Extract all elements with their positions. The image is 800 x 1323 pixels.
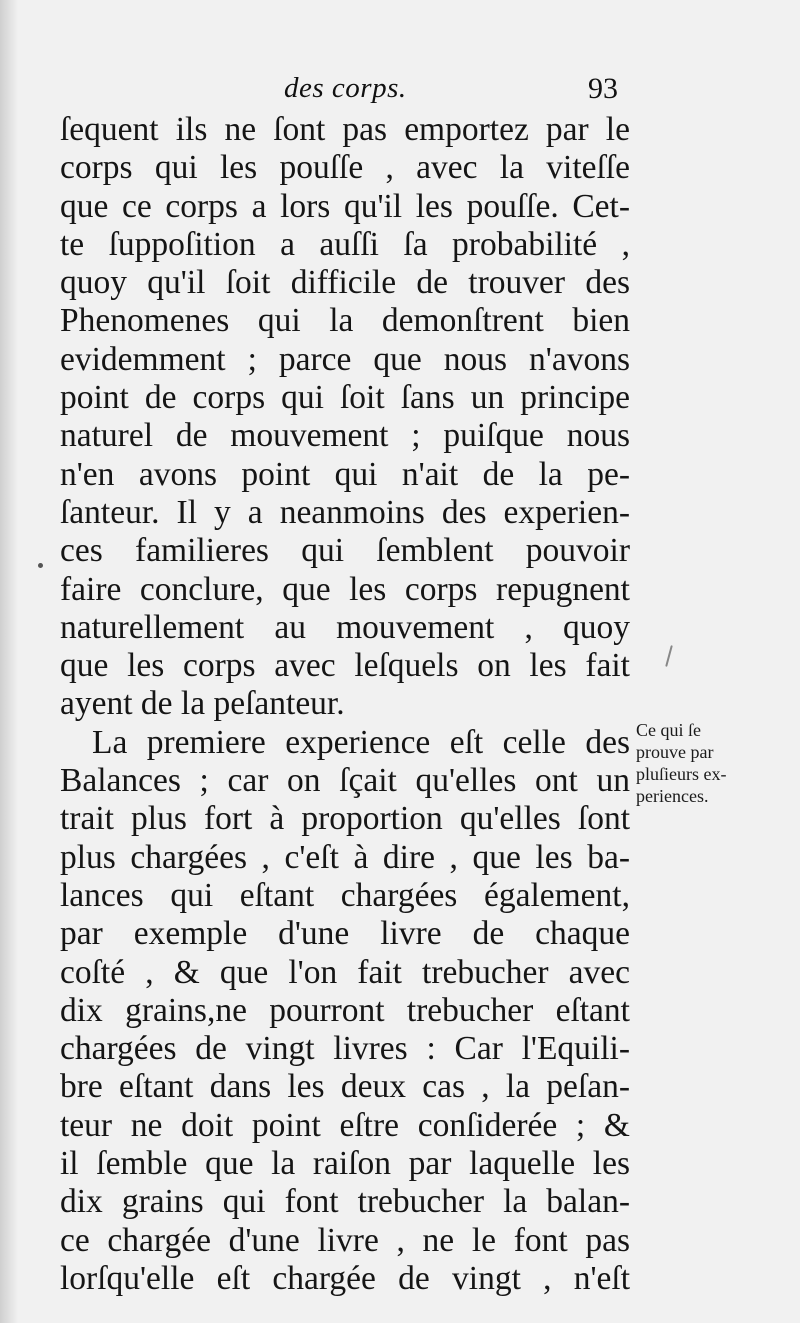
text-line: Phenomenes qui la demonſtrent bien (60, 302, 630, 340)
text-line: evidemment ; parce que nous n'avons (60, 340, 630, 378)
ink-speck (665, 645, 673, 667)
text-line: lances qui eſtant chargées également, (60, 876, 630, 914)
ink-speck (38, 563, 43, 568)
running-head: des corps. (284, 72, 407, 104)
page-header (0, 72, 640, 112)
text-line: que ce corps a lors qu'il les pouſſe. Cet- (60, 187, 630, 225)
text-line: coſté , & que l'on fait trebucher avec (60, 953, 630, 991)
margin-note-line: prouve par (636, 742, 714, 762)
text-line: n'en avons point qui n'ait de la pe- (60, 455, 630, 493)
paragraph-first-line: La premiere experience eſt celle des (92, 723, 630, 761)
page-gutter-shadow (0, 0, 18, 1323)
text-line: que les corps avec leſquels on les fait (60, 647, 630, 685)
text-line: par exemple d'une livre de chaque (60, 915, 630, 953)
paragraph-last-line: ayent de la peſanteur. (60, 685, 345, 723)
text-line: dix grains,ne pourront trebucher eſtant (60, 991, 630, 1029)
text-line: ſequent ils ne ſont pas emportez par le (60, 111, 630, 148)
text-line: lorſqu'elle eſt chargée de vingt , n'eſt (60, 1259, 630, 1297)
text-line: point de corps qui ſoit ſans un principe (60, 379, 630, 417)
margin-note-line: periences. (636, 786, 709, 806)
text-line: bre eſtant dans les deux cas , la peſan- (60, 1068, 630, 1106)
text-line: corps qui les pouſſe , avec la viteſſe (60, 149, 630, 187)
text-line: ce chargée d'une livre , ne le font pas (60, 1221, 630, 1259)
text-line: trait plus fort à proportion qu'elles ſont (60, 800, 630, 838)
margin-note-line: Ce qui ſe (636, 720, 701, 740)
text-line: quoy qu'il ſoit difficile de trouver des (60, 264, 630, 302)
body-text (60, 111, 630, 1298)
text-line: ſanteur. Il y a neanmoins des experien- (60, 493, 630, 531)
text-line: naturellement au mouvement , quoy (60, 608, 630, 646)
text-line: il ſemble que la raiſon par laquelle les (60, 1145, 630, 1183)
text-line: plus chargées , c'eſt à dire , que les ba- (60, 838, 630, 876)
text-line: dix grains qui font trebucher la balan- (60, 1183, 630, 1221)
margin-note-line: pluſieurs ex- (636, 764, 727, 784)
text-line: faire conclure, que les corps repugnent (60, 570, 630, 608)
text-line: teur ne doit point eſtre conſiderée ; & (60, 1106, 630, 1144)
text-line: Balances ; car on ſçait qu'elles ont un (60, 762, 630, 800)
text-line: ces familieres qui ſemblent pouvoir (60, 532, 630, 570)
text-line: naturel de mouvement ; puiſque nous (60, 417, 630, 455)
margin-note (636, 719, 796, 807)
text-line: chargées de vingt livres : Car l'Equili- (60, 1030, 630, 1068)
page-number: 93 (588, 72, 618, 105)
text-line: te ſuppoſition a auſſi ſa probabilité , (60, 225, 630, 263)
